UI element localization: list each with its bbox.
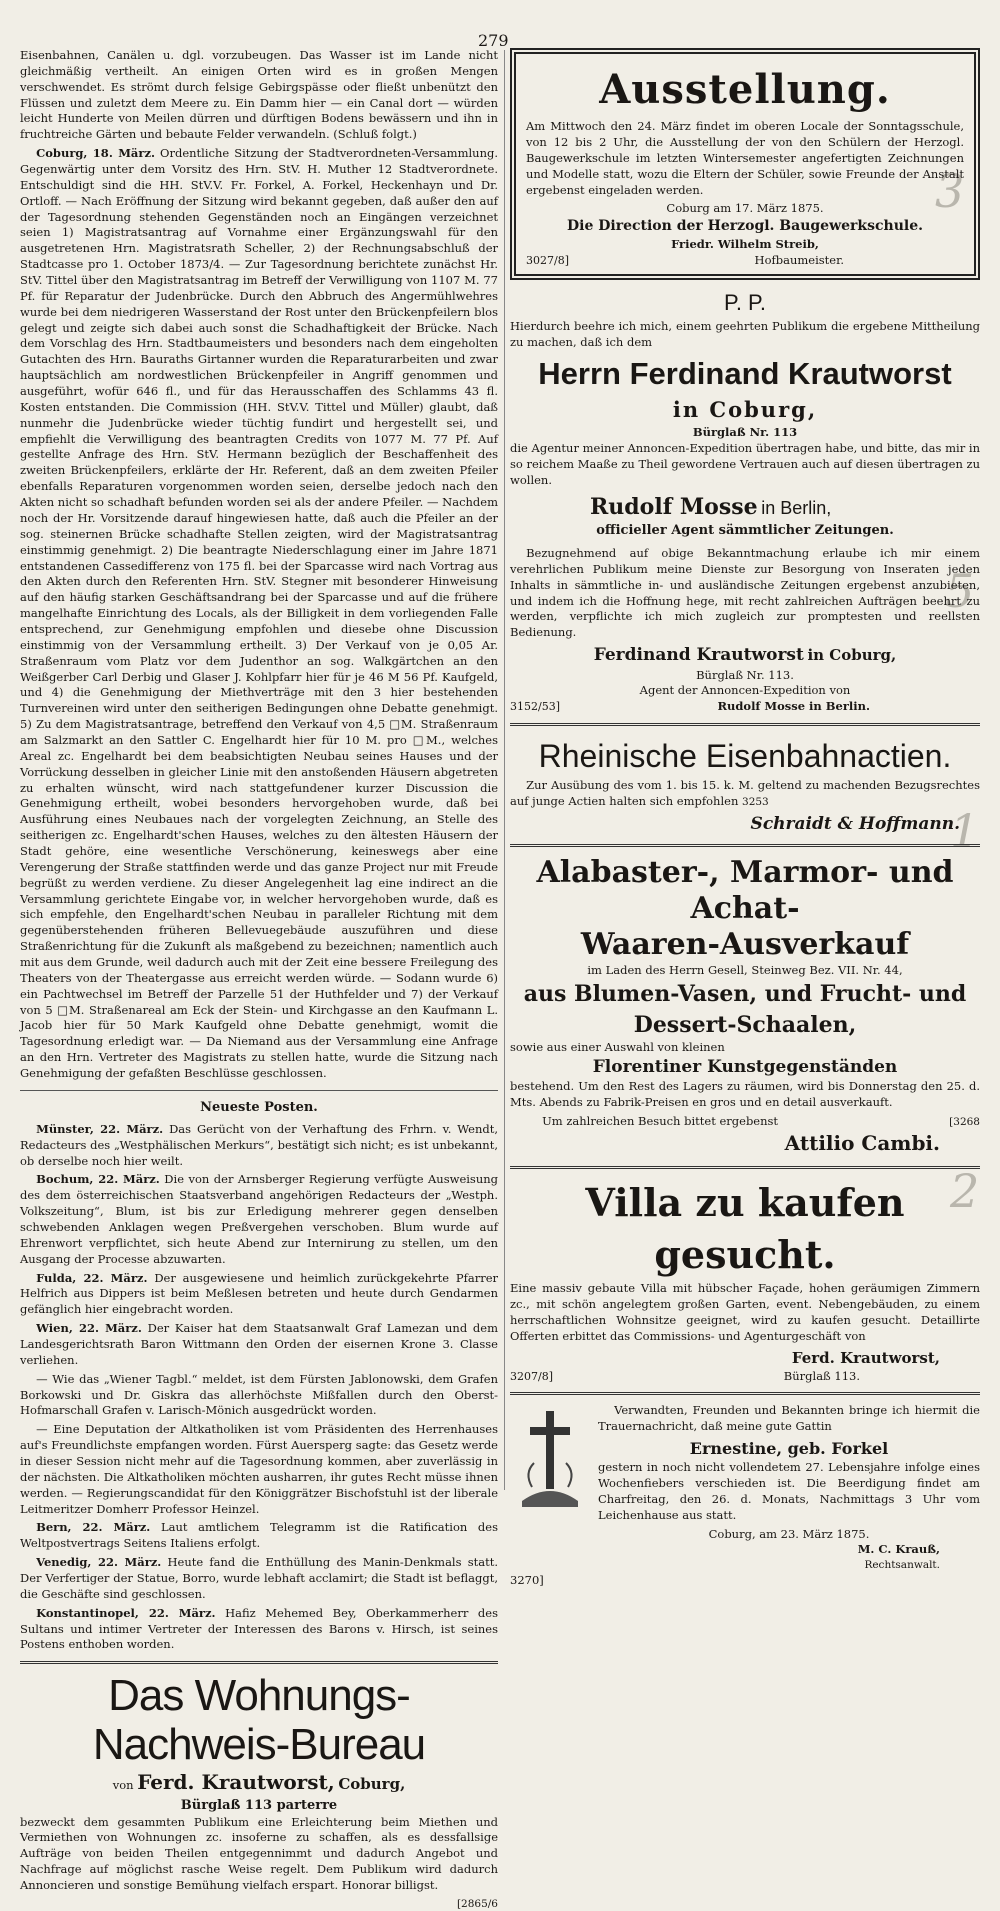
wohnung-title: Das Wohnungs-Nachweis-Bureau — [92, 1671, 426, 1769]
alabaster-florentiner: Florentiner Kunstgegenständen — [592, 1056, 898, 1077]
left-column — [20, 48, 498, 1911]
coburg-dateline: Coburg, 18. März. — [36, 146, 155, 161]
pp-sign-line — [510, 644, 980, 667]
rhein-title: Rheinische Eisenbahnactien. — [538, 738, 952, 775]
pp-intro: Hierdurch beehre ich mich, einem geehrten Publikum die ergebene Mittheilung zu machen, daß ich dem — [510, 318, 980, 349]
separator — [510, 1166, 980, 1169]
rhein-ref: 3253 — [742, 796, 769, 809]
news-item — [20, 1555, 498, 1603]
news-place: Konstantinopel, 22. März. — [36, 1605, 216, 1620]
pp-address: Bürglaß Nr. 113 — [692, 425, 798, 440]
ausstellung-ref: 3027/8] — [526, 253, 569, 267]
news-place: Bochum, 22. März. — [36, 1172, 160, 1187]
news-item — [20, 1422, 498, 1517]
pp-body: die Agentur meiner Annoncen-Expedition übertragen habe, und bitte, das mir in so reichem Maaße zu Theil gewordene Vertrauen auch auf diesen übertragen zu wollen. — [510, 441, 980, 487]
news-heading: Neueste Posten. — [200, 1099, 318, 1115]
news-item — [20, 1606, 498, 1654]
separator — [20, 1090, 498, 1091]
pencil-mark-2: 5 — [945, 564, 975, 618]
rhein-body-text: Zur Ausübung des vom 1. bis 15. k. M. geltend zu machenden Bezugsrechtes auf junge Actien halten sich empfohlen — [510, 778, 980, 809]
alabaster-closing: Um zahlreichen Besuch bittet ergebenst — [542, 1114, 779, 1129]
pp-sign-name: Ferdinand Krautworst — [593, 645, 804, 666]
villa-name: Ferd. Krautworst, — [791, 1348, 940, 1367]
ausstellung-signed-by: Die Direction der Herzogl. Baugewerkschule. — [567, 218, 923, 235]
news-text: Die von der Arnsberger Regierung verfügte Ausweisung des dem österreichischen Staatsverband angehörigen Redacteurs der „Westph. Volkszeitung“, Blum, ist bis zur Erledigung mehrerer gegen denselben schwebenden Anklagen wegen Preßvergehen verschoben. Blum wurde auf Ehrenwort verpflichtet, sich heute Abend zur Internirung zu stellen, um den Ausgang der Processe abzuwarten. — [20, 1172, 499, 1266]
alabaster-body: bestehend. Um den Rest des Lagers zu räumen, wird bis Donnerstag den 25. d. Mts. Abends zu Fabrik-Preisen en gros und en detail ausverkauft. — [510, 1079, 980, 1110]
pp-body2: Bezugnehmend auf obige Bekanntmachung erlaube ich mir einem verehrlichen Publikum meine Dienste zur Besorgung von Inseraten jeden Inhalts in sämmtliche in- und ausländische Zeitungen ergebenst anzubieten, und indem ich die Hoffnung hege, mit recht zahlreichen Aufträgen beehrt zu werden, verpflichte ich mich zugleich zur promptesten und reellsten Bedienung. — [510, 545, 980, 640]
right-column — [510, 48, 980, 1589]
news-text: — Wie das „Wiener Tagbl.“ meldet, ist dem Fürsten Jablonowski, dem Grafen Borkowski und Dr. Giskra das allerhöchste Mißfallen durch den Oberst-Hofmarschall Grafen v. Larisch-Mönich ausgedrückt worden. — [20, 1371, 498, 1418]
news-text: Hafiz Mehemed Bey, Oberkammerherr des Sultans und intimer Vertreter der Interessen des Barons v. Hirsch, ist seines Postens enthoben worden. — [20, 1605, 498, 1652]
ausstellung-place-date: Coburg am 17. März 1875. — [666, 201, 824, 216]
alabaster-ad — [510, 855, 980, 1157]
wohnung-city: Coburg, — [338, 1775, 406, 1794]
news-item — [20, 1271, 498, 1319]
news-place: Venedig, 22. März. — [36, 1555, 162, 1570]
villa-address: Bürglaß 113. — [783, 1368, 860, 1383]
wohnung-address: Bürglaß 113 parterre — [180, 1797, 338, 1813]
pp-mosse-line — [510, 492, 980, 522]
separator — [510, 723, 980, 726]
news-item — [20, 1520, 498, 1552]
page-number: 279 — [478, 31, 509, 50]
pp-sign-role: Agent der Annoncen-Expedition von — [639, 683, 851, 698]
alabaster-closing-line — [510, 1114, 980, 1130]
separator — [510, 1392, 980, 1395]
wohnung-body: bezweckt dem gesammten Publikum eine Erleichterung beim Miethen und Vermiethen von Wohnungen zc. insoferne zu schaffen, als es dessfallsige Aufträge von beiden Theilen entgegennimmt und dadurch Angebot und Nachfrage auf möglichst rasche Weise regelt. Dem Publikum wird dadurch Annoncieren und sonstige Bemühung vielfach erspart. Honorar billigst. — [20, 1814, 498, 1893]
news-text: Laut amtlichem Telegramm ist die Ratification des Weltpostvertrags Seitens Italiens erfolgt. — [20, 1520, 498, 1551]
pencil-mark-1: 3 — [935, 164, 965, 218]
separator — [510, 844, 980, 847]
ausstellung-ad — [510, 48, 980, 280]
alabaster-blumen: aus Blumen-Vasen, und Frucht- und Dessert-Schaalen, — [523, 981, 967, 1038]
alabaster-ref: [3268 — [949, 1116, 980, 1129]
mourning-intro: Verwandten, Freunden und Bekannten bringe ich hiermit die Trauernachricht, daß meine gute Gattin — [598, 1403, 980, 1434]
pp-mosse: Rudolf Mosse — [590, 493, 758, 520]
news-item — [20, 1122, 498, 1170]
news-place: Bern, 22. März. — [36, 1520, 151, 1535]
alabaster-location: im Laden des Herrn Gesell, Steinweg Bez. VII. Nr. 44, — [587, 963, 903, 978]
ausstellung-name: Friedr. Wilhelm Streib, — [671, 236, 819, 251]
alabaster-sign: Attilio Cambi. — [784, 1130, 940, 1155]
pp-ref: 3152/53] — [510, 700, 560, 714]
rhein-body — [510, 778, 980, 810]
villa-body: Eine massiv gebaute Villa mit hübscher Façade, hohen geräumigen Zimmern zc., mit schön angelegtem großen Garten, event. Nebengebäuden, zu einem herrschaftlichen Wohnsitze geeignet, wird zu kaufen gesucht. Detaillirte Offerten erbittet das Commissions- und Agenturgeschäft von — [510, 1281, 980, 1343]
grave-cross-icon — [510, 1403, 590, 1513]
mourning-ref: 3270] — [510, 1572, 544, 1587]
villa-title: Villa zu kaufen gesucht. — [585, 1179, 905, 1277]
wohnung-name: Ferd. Krautworst, — [137, 1770, 335, 1795]
ausstellung-role: Hofbaumeister. — [754, 252, 844, 267]
pp-agent-line: officieller Agent sämmtlicher Zeitungen. — [596, 522, 894, 538]
pp-in-berlin: in Berlin, — [761, 497, 832, 518]
news-item — [20, 1372, 498, 1420]
news-text: Der ausgewiesene und heimlich zurückgekehrte Pfarrer Helfrich aus Dippers ist beim Meßlesen betreten und heute durch Gendarmen gefänglich hier eingebracht worden. — [20, 1270, 499, 1317]
wohnung-name-line — [20, 1769, 498, 1797]
pp-ad — [510, 288, 980, 715]
alabaster-title-2: Waaren-Ausverkauf — [580, 927, 910, 963]
pencil-mark-4: 2 — [950, 1164, 980, 1218]
alabaster-sowie: sowie aus einer Auswahl von kleinen — [510, 1040, 725, 1055]
mourning-body: gestern in noch nicht vollendetem 27. Lebensjahre infolge eines Wochenfiebers verschieden ist. Die Beerdigung findet am Charfreitag, den 26. d. Monats, Nachmittags 3 Uhr vom Leichenhause aus statt. — [598, 1460, 980, 1522]
news-text: — Eine Deputation der Altkatholiken ist vom Präsidenten des Herrenhauses auf's Freundlichste empfangen worden. Fürst Auersperg sagte: das Gesetz werde in dieser Session nicht mehr auf die Tagesordnung kommen, aber zuverlässig in der nächsten. Die Altkatholiken möchten ausharren, ihr gutes Recht müsse ihnen werden. — Regierungscandidat für den Königgrätzer Bischofstuhl ist der liberale Leitmeritzer Domherr Professor Heinzel. — [20, 1422, 498, 1516]
news-place: Münster, 22. März. — [36, 1121, 164, 1136]
ausstellung-title: Ausstellung. — [599, 66, 891, 113]
wohnung-ad — [20, 1672, 498, 1911]
pencil-mark-3: 1 — [950, 804, 980, 858]
villa-footer — [510, 1369, 980, 1385]
pp-heading: P. P. — [723, 290, 766, 316]
news-place: Wien, 22. März. — [36, 1321, 142, 1336]
alabaster-title-1: Alabaster-, Marmor- und Achat- — [536, 855, 954, 927]
wohnung-von: von — [112, 1778, 134, 1793]
news-text: Heute fand die Enthüllung des Manin-Denkmals statt. Der Verfertiger der Statue, Borro, wurde lebhaft acclamirt; die Stadt ist beflaggt, die Geschäfte sind geschlossen. — [20, 1555, 498, 1601]
pp-sign-address: Bürglaß Nr. 113. — [696, 667, 794, 682]
ausstellung-body: Am Mittwoch den 24. März findet im oberen Locale der Sonntagsschule, von 12 bis 2 Uhr, die Ausstellung der von den Schülern der Herzogl. Baugewerkschule im letzten Wintersemester angefertigten Zeichnungen und Modelle statt, wozu die Eltern der Schüler, sowie Freunde der Anstalt ergebenst eingeladen werden. — [526, 119, 964, 197]
pp-footer — [510, 699, 980, 715]
pp-sign-mosse: Rudolf Mosse in Berlin. — [717, 699, 870, 714]
separator — [20, 1661, 498, 1664]
news-text: Der Kaiser hat dem Staatsanwalt Graf Lamezan und dem Landesgerichtsrath Baron Wittmann den Orden der eisernen Krone 3. Classe verliehen. — [20, 1321, 499, 1367]
rhein-sign: Schraidt & Hoffmann. — [750, 813, 960, 834]
news-text: Das Gerücht von der Verhaftung des Frhrn. v. Wendt, Redacteurs des „Westphälischen Merkurs“, bestätigt sich nicht; es ist unbekannt, ob derselbe noch hier weilt. — [20, 1121, 498, 1168]
pp-sign-city: in Coburg, — [807, 646, 897, 665]
rhein-ad — [510, 734, 980, 836]
news-place: Fulda, 22. März. — [36, 1270, 148, 1285]
news-item — [20, 1321, 498, 1369]
mourning-name: Ernestine, geb. Forkel — [689, 1439, 889, 1459]
mourning-place-date: Coburg, am 23. März 1875. — [708, 1526, 870, 1541]
column-divider — [504, 50, 505, 1490]
villa-ref: 3207/8] — [510, 1369, 553, 1383]
intro-paragraph: Eisenbahnen, Canälen u. dgl. vorzubeugen. Das Wasser ist im Lande nicht gleichmäßig vertheilt. An einigen Orten wird es in großen Mengen verschwendet. Es strömt durch felsige Gebirgspässe oder fließt unbenützt den Flüssen und zuletzt dem Meere zu. Ein Damm hier — ein Canal dort — würden leicht Hunderte von Meilen dürren und dürftigen Bodens bewässern und ihn in fruchtreiche Gärten und bebaute Felder verwandeln. (Schluß folgt.) — [20, 48, 498, 142]
mourning-sign: M. C. Krauß, — [857, 1542, 940, 1557]
coburg-report-text: Ordentliche Sitzung der Stadtverordneten-Versammlung. Gegenwärtig unter dem Vorsitz des Hrn. StV. H. Muther 12 Stadtverordnete. Entschuldigt sind die HH. StV.V. Fr. Forkel, A. Forkel, Heckenhayn und Dr. Ortloff. — Nach Eröffnung der Sitzung wird bekannt gegeben, daß außer den auf der Tagesordnung stehenden Gegenständen noch an Eingängen verzeichnet seien 1) Magistratsantrag auf Vornahme einer Ergänzungswahl für den ausgetretenen Hrn. Magistratsrath Scheller, 2) der Rechnungsabschluß der Stadtcasse pro 1. October 1873/4. — Zur Tagesordnung berichtete zunächst Hr. StV. Tittel über den Magistratsantrag im Betreff der Verwilligung von 1107 M. 77 Pf. für Reparatur der Judenbrücke. Durch den Abbruch des Angermühlwehres wurde bei dem niedrigeren Wasserstand der Rost unter den Brückenpfeilern blos gelegt und zeigte sich dabei auch sonst die Schadhaftigkeit der Brücke. Nach dem Vorschlag des Hrn. Stadtbaumeisters und besonders nach dem eingeholten Gutachten des Hrn. Bauraths Girtanner wurden die Reparaturarbeiten und zwar hauptsächlich am nordwestlichen Brückenpfeiler in Angriff genommen und ausgeführt, wofür 646 fl., und für das Herausschaffen des Schlamms 43 fl. Kosten entstanden. Die Commission (HH. StV.V. Tittel und Müller) glaubt, daß nunmehr die Judenbrücke wieder tüchtig fundirt und hergestellt sei, und empfiehlt die Verwilligung des beantragten Credits von 1077 M. 77 Pf. Auf gestellte Anfrage des Hrn. StV. Hermann bezüglich der Beschaffenheit des zweiten Brückenpfeilers, erklärte der Hr. Referent, daß an dem zweiten Pfeiler ebenfalls Reparaturen vorgenommen worden seien, derselbe jedoch nach den Akten nicht so schadhaft befunden worden sei als der andere Pfeiler. — Nachdem noch der Hr. Vorsitzende darauf hingewiesen hatte, daß auch die Pfeiler an der sog. steinernen Brücke schadhafte Stellen zeigten, wird der Magistratsantrag einstimmig genehmigt. 2) Die beantragte Niederschlagung einer im Jahre 1871 entstandenen Cassedifferenz von 175 fl. bei der Sparcasse wird nach Vortrag aus den Akten durch den Referenten Hrn. StV. Stegner mit besonderer Hinweisung auf den häufig starken Geschäftsandrang bei der Sparcasse und auf die frühere mangelhafte Einrichtung des Locals, als der Billigkeit in dem vorliegenden Falle entsprechend, zur Genehmigung empfohlen und diesebe ohne Discussion einstimmig von der Versammlung ertheilt. 3) Der Verkauf von je 0,05 Ar. Straßenraum vom Platz vor dem Judenthor an sog. Walkgärtchen an den Weißgerber Carl Derbig und Glaser J. Kohlpfarr hier für je 46 M 56 Pf. Kaufgeld, und 4) die Genehmigung der Miethverträge mit den 3 hier bestehenden Turnvereinen wird unter den seitherigen Bedingungen ohne Debatte genehmigt. 5) Zu dem Magistratsantrage, betreffend den Verkauf von 4,5 □M. Straßenraum am Salzmarkt an den Sattler C. Engelhardt hier für 10 M. pro □M., welches Areal zc. Engelhardt bei dem beabsichtigten Neubau seines Hauses und der Vorrückung desselben in gleicher Linie mit den anstoßenden Häusern abgetreten zu erhalten wünscht, wird nach stattgefundener kurzer Discussion die Genehmigung ertheilt, wobei besonders hervorgehoben wurde, daß bei Ausführung eines Neubaues nach der vorgelegten Zeichnung, an Stelle des seitherigen zc. Engelhardt'schen Hauses, welches zu den ältesten Häusern der Stadt gehöre, eine wesentliche Verschönerung, keineswegs aber eine Verengerung der Straße stattfinden werde und das ganze Project nur mit Freude begrüßt zu werden verdiene. Zu dieser Angelegenheit lag eine indirect an die Versammlung gerichtete Eingabe vor, in welcher hervorgehoben wurde, daß es sich empfehle, den Engelhardt'schen Neubau in paralleler Richtung mit dem gegenüberstehenden früheren Bellevuegebäude auszuführen und diese Straßenrichtung für die Zukunft als maßgebend zu bezeichnen; namentlich auch mit aus dem Grunde, weil dadurch auch mit der Zeit eine bessere Freilegung des Theaters von der Theatergasse aus erreicht werden würde. — Sodann wurde 6) ein Pachtwechsel im Betreff der Parzelle 51 der Huthfelder und 7) der Verkauf von 5 □M. Straßenareal am Eck der Stein- und Kirchgasse an den Kaufmann L. Jacob hier für 50 Mark Kaufgeld ohne Debatte genehmigt, womit die Tagesordnung erledigt war. — Da Niemand aus der Versammlung eine Anfrage an den Hrn. Vertreter des Magistrats zu stellen hatte, wurde die Sitzung nach Genehmigung der gefaßten Beschlüsse geschlossen. — [20, 146, 498, 1080]
pp-name: Herrn Ferdinand Krautworst — [538, 356, 952, 392]
coburg-report — [20, 146, 498, 1082]
news-item — [20, 1172, 498, 1267]
ausstellung-footer — [526, 253, 964, 269]
mourning-text — [598, 1403, 980, 1572]
wohnung-ref: [2865/6 — [456, 1897, 498, 1910]
pp-in-coburg: in Coburg, — [672, 397, 818, 423]
villa-ad — [510, 1177, 980, 1385]
mourning-role: Rechtsanwalt. — [864, 1559, 940, 1572]
mourning-ad — [510, 1403, 980, 1572]
